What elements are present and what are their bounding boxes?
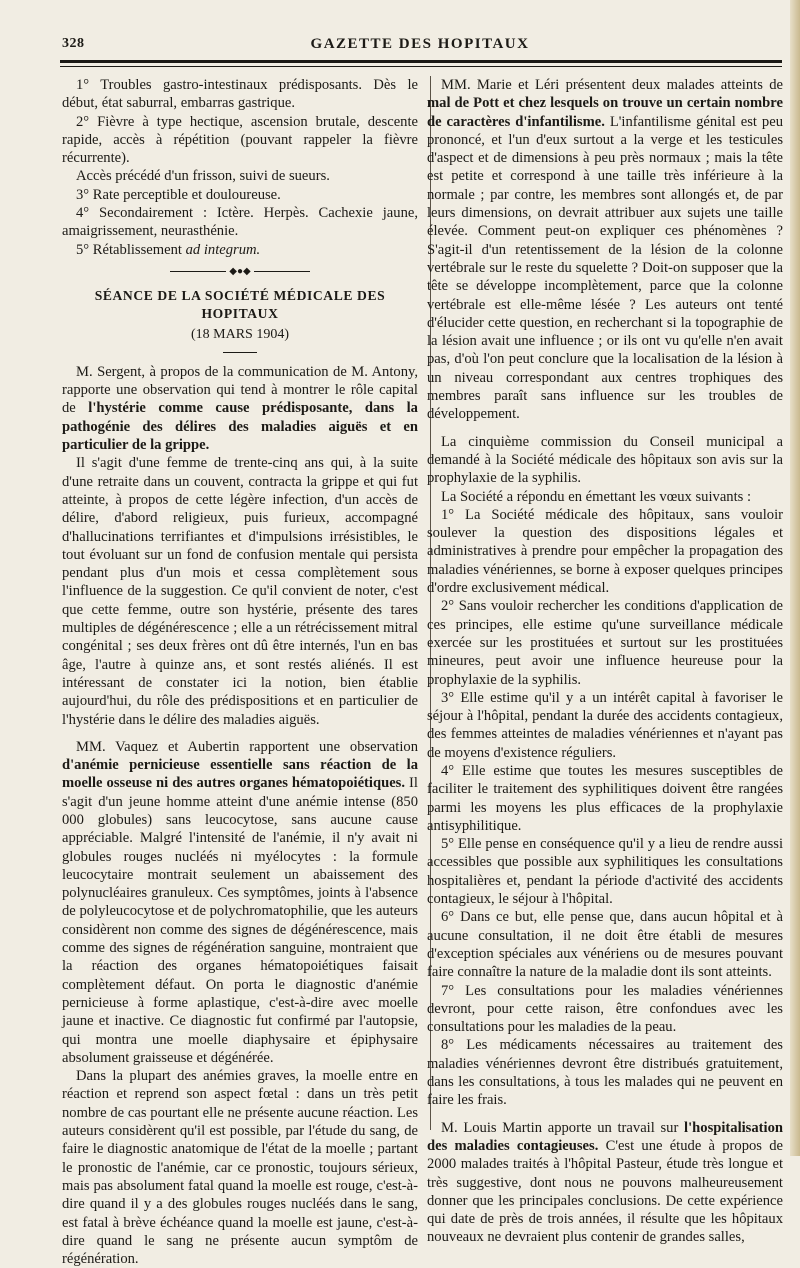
- left-column: [62, 76, 418, 1268]
- vow-4: 4° Elle estime que toutes les mesures susceptibles de faciliter le traitement des syphilitiques doivent être rangées parmi les moyens les plus efficaces de la prophylaxie antisyphilitique.: [427, 762, 783, 834]
- marie-leri-paragraph: MM. Marie et Léri présentent deux malades atteints de mal de Pott et chez lesquels on trouve un certain nombre de caractères d'infantilisme. L'infantilisme génital est peu prononcé, et l'un d'eux surtout a la verge et les testicules d'aspect et de dimensions à peu près normaux ; mais la tête est petite et correspond à une taille très inférieure à la normale ; par contre, les membres sont allongés et, de par leurs dimensions, on devrait attribuer aux sujets une taille élevée. Comment peut-on expliquer ces phénomènes ? S'agit-il d'un retentissement de la lésion de la colonne vertébrale sur le reste du squelette ? Doit-on supposer que la tête se développe incomplètement, parce que la colonne vertébrale est elle-même lésée ? Les auteurs ont tenté d'élucider cette question, en recherchant si la topographie de la lésion avait une influence ; or ils ont vu qu'elle n'en avait pas, d'où l'on peut conclure que la localisation de la lésion à un niveau correspondant aux centres trophiques des membres paraît sans influence sur les troubles de développement.: [427, 77, 783, 423]
- vow-8: 8° Les médicaments nécessaires au traitement des maladies vénériennes devront être distribués gratuitement, dans les consultations, à tous les malades qui ne peuvent en faire les frais.: [427, 1037, 783, 1109]
- vow-7: 7° Les consultations pour les maladies vénériennes devront, pour cette raison, être confondues avec les consultations pour les maladies de la peau.: [427, 982, 783, 1036]
- symptom-item-3: 3° Rate perceptible et douloureuse.: [76, 186, 281, 203]
- section-separator: [62, 265, 418, 279]
- sergent-paragraph: M. Sergent, à propos de la communication de M. Antony, rapporte une observation qui tend à montrer le rôle capital de l'hystérie comme cause prédisposante, dans la pathogénie des délires des maladies aiguës et en particulier de la grippe.: [62, 363, 418, 454]
- vow-6: 6° Dans ce but, elle pense que, dans aucun hôpital et à aucune consultation, il ne doit être établi de mesures d'exception spéciales aux vénériens ou de mesures pouvant faire connaître la nature de la maladie dont ils sont atteints.: [427, 909, 783, 981]
- symptom-item-5-lead: 5° Rétablissement: [76, 241, 186, 258]
- symptom-item-5: [62, 241, 418, 259]
- vaquez-emphasis: d'anémie pernicieuse essentielle sans réaction de la moelle osseuse ni des autres organes hématopoiétiques.: [62, 757, 418, 792]
- marie-leri-emphasis: mal de Pott et chez lesquels on trouve un certain nombre de caractères d'infantilisme.: [427, 95, 783, 130]
- section-title-rule: [223, 352, 257, 353]
- page-header: [60, 36, 780, 58]
- symptom-item-4: 4° Secondairement : Ictère. Herpès. Cachexie jaune, amaigrissement, neurasthénie.: [62, 205, 418, 240]
- vaquez-paragraph: MM. Vaquez et Aubertin rapportent une observation d'anémie pernicieuse essentielle sans réaction de la moelle osseuse ni des autres organes hématopoiétiques. Il s'agit d'un jeune homme atteint d'une anémie intense (850 000 globules) sans leucocytose, sans aucune cause appréciable. Malgré l'intensité de l'anémie, il n'y avait ni globules rouges nucléés ni myélocytes : la formule leucocytaire montrait seulement un abaissement des polynucléaires granuleux. Ces symptômes, joints à l'absence de polyleucocytose et de polychromatophilie, que les auteurs considèrent non comme des signes de dégénérescence, mais comme des signes de régénération sanguine, montraient que la réaction des organes hématopoiétiques faisait complètement défaut. On porta le diagnostic d'anémie pernicieuse à forme aplastique, c'est-à-dire avec moelle jaune et inactive. Ce diagnostic fut confirmé par l'autopsie, qui montra une moelle diaphysaire et épiphysaire absolument graisseuse et dégénérée.: [62, 738, 418, 1066]
- symptom-item-2-note: Accès précédé d'un frisson, suivi de sueurs.: [76, 168, 330, 185]
- section-title: SÉANCE DE LA SOCIÉTÉ MÉDICALE DES HOPITAUX: [94, 287, 386, 322]
- section-date: (18 MARS 1904): [190, 326, 289, 342]
- symptom-item-5-italic: ad integrum.: [185, 241, 261, 258]
- society-response: La Société a répondu en émettant les vœux suivants :: [441, 488, 752, 505]
- header-rule-thick: [60, 60, 782, 63]
- vow-3: 3° Elle estime qu'il y a un intérêt capital à favoriser le séjour à l'hôpital, pendant la durée des accidents contagieux, des femmes atteintes de maladies vénériennes et n'ayant pas de moyens d'existence réguliers.: [427, 689, 783, 761]
- martin-paragraph: M. Louis Martin apporte un travail sur l'hospitalisation des maladies contagieuses. C'est une étude à propos de 2000 malades traités à l'hôpital Pasteur, étude très longue et très suggestive, dont nous ne pouvons malheureusement donner que les principales conclusions. De cette expérience qui date de près de trois années, il résulte que les hôpitaux nouveaux ne devraient plus contenir de grandes salles,: [427, 1119, 783, 1246]
- header-rule-thin: [60, 66, 782, 67]
- anemia-paragraph: Dans la plupart des anémies graves, la moelle entre en réaction et reprend son aspect fœtal : dans un très petit nombre de cas pourtant elle ne présente aucune réaction. Les auteurs considèrent qu'il est possible, par l'étude du sang, de faire le diagnostic anatomique de l'état de la moelle ; partant le pronostic de l'anémie, car ce pronostic, toujours sérieux, mais pas absolument fatal quand la moelle est rouge, c'est-à-dire quand il y a des globules rouges nucléés dans le sang, est fatal à brève échéance quand la moelle est jaune, c'est-à-dire quand le sang ne présente aucun symptôm de régénération.: [62, 1068, 418, 1268]
- sergent-emphasis: l'hystérie comme cause prédisposante, dans la pathogénie des délires des maladies aiguës et en particulier de la grippe.: [62, 400, 418, 454]
- page-number: 328: [62, 36, 85, 51]
- journal-title: GAZETTE DES HOPITAUX: [310, 36, 530, 52]
- sergent-case-paragraph: Il s'agit d'une femme de trente-cinq ans qui, à la suite d'une retraite dans un couvent, contracta la grippe et qui fut atteinte, à propos de cette légère infection, d'un accès de délire, d'abord religieux, puis furieux, accompagné d'hallucinations terrifiantes et d'impulsions irrésistibles, le tout évoluant sur un fond de confusion mentale qui persista pendant plus d'un mois et cessa complètement sous l'influence de la suggestion. Ce qu'il convient de noter, c'est que cette femme, outre son hystérie, présente des tares multiples de dégénérescence ; elle a un rétrécissement mitral congénital ; ses deux frères ont dû être internés, l'un en bas âge, l'autre à quinze ans, et sont restés aliénés. Il est intéressant de constater ici la notion, bien établie aujourd'hui, du rôle des prédispositions et en particulier de l'hystérie dans le délire des maladies aiguës.: [62, 455, 418, 728]
- page-edge: [790, 0, 800, 1156]
- vow-5: 5° Elle pense en conséquence qu'il y a lieu de rendre aussi accessibles que possible aux syphilitiques les consultations hospitalières et, pendant la période d'activité des accidents contagieux, le séjour à l'hôpital.: [427, 836, 783, 908]
- separator-ornament-icon: ◆●◆: [229, 265, 251, 277]
- martin-emphasis: l'hospitalisation des maladies contagieuses.: [427, 1119, 783, 1154]
- right-column: [427, 76, 783, 1247]
- vow-2: 2° Sans vouloir rechercher les conditions d'application de ces principes, elle estime qu'une surveillance médicale exercée sur les prostituées et surtout sur les prostituées mineures, peut avoir une influence heureuse pour la prophylaxie de la syphilis.: [427, 598, 783, 688]
- symptom-item-2: 2° Fièvre à type hectique, ascension brutale, descente rapide, accès à répétition (pouvant rappeler la fièvre récurrente).: [62, 113, 418, 167]
- vow-1: 1° La Société médicale des hôpitaux, sans vouloir soulever la question des dispositions légales et administratives à prendre pour empêcher la propagation des maladies vénériennes, se borne à exposer quelques principes d'ordre exclusivement médical.: [427, 506, 783, 597]
- symptom-item-1: 1° Troubles gastro-intestinaux prédisposants. Dès le début, état saburral, embarras gastrique.: [62, 77, 418, 112]
- commission-paragraph: La cinquième commission du Conseil municipal a demandé à la Société médicale des hôpitaux son avis sur la prophylaxie de la syphilis.: [427, 433, 783, 487]
